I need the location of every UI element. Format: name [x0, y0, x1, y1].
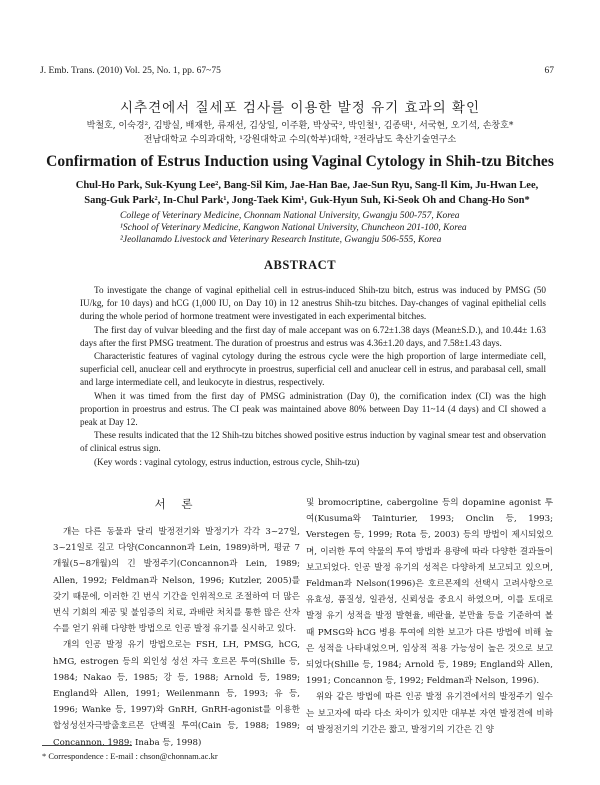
section-heading-introduction: 서 론 [154, 497, 199, 511]
body-paragraph: 위와 같은 방법에 따른 인공 발정 유기견에서의 발정주기 일수는 보고자에 따라 다소 차이가 있지만 대부분 자연 발정견에 비하여 발정전기의 기간은 짧고, 발정기의 기간은 긴 양 [306, 692, 553, 735]
english-title: Confirmation of Estrus Induction using Vaginal Cytology in Shih-tzu Bitches [46, 153, 554, 170]
english-authors-line-1: Chul-Ho Park, Suk-Kyung Lee², Bang-Sil Kim, Jae-Han Bae, Jae-Sun Ryu, Sang-Il Kim, Ju-Hwan Lee, [75, 180, 539, 191]
body-paragraph: 개의 인공 발정 유기 방법으로는 FSH, LH, PMSG, hCG, hMG, estrogen 등의 외인성 성선 자극 호르몬 투여(Shille 등, 1984; Nakao 등, 1985; 강 등, 1988; Arnold 등, 1989; England와 Allen, 1991; Weilenmann 등, 1993; 유 등, 1996; Wanke 등, 1997)와 GnRH, GnRH-agonist를 이용한 합성성선자극방출호르몬 단백질 투여(Cain 등, 1988; 1989; Concannon, 1989; Inaba 등, 1998) [53, 640, 300, 748]
body-column-left [53, 496, 300, 751]
english-authors-line-2: Sang-Guk Park², In-Chul Park¹, Jong-Taek Kim¹, Guk-Hyun Suh, Ki-Seok Oh and Chang-Ho Son* [84, 195, 530, 206]
affiliation-3: ²Jeollanamdo Livestock and Veterinary Research Institute, Gwangju 506-555, Korea [120, 235, 442, 245]
body-paragraph: 개는 다른 동물과 달리 발정전기와 발정기가 각각 3~27일, 3~21일로 길고 다양(Concannon과 Lein, 1989)하며, 평균 7개월(5~8개월)의 긴 발정주기(Concannon과 Lein, 1989; Allen, 1992; Feldman과 Nelson, 1996; Kutzler, 2005)를 갖기 때문에, 이러한 긴 번식 기간을 인위적으로 조절하여 더 많은 번식 기회의 제공 및 불임증의 치료, 과배란 처치를 통한 많은 산자수를 얻기 위해 다양한 방법으로 인공 발정 유기를 실시하고 있다. [53, 527, 300, 635]
body-column-right [306, 495, 553, 738]
footnote-divider [42, 745, 132, 746]
correspondence-footnote: * Correspondence : E-mail : chson@chonnam.ac.kr [42, 751, 218, 761]
abstract-paragraph: Characteristic features of vaginal cytology during the estrous cycle were the high proportion of large intermediate cell, superficial cell, anuclear cell and erythrocyte in proestrus, superficial cell and anuclear cell in estrus, and parabasal cell, small and large intermediate cell, and leukocyte in diestrus, respectively. [80, 351, 546, 388]
keywords: (Key words : vaginal cytology, estrus induction, estrous cycle, Shih-tzu) [94, 456, 360, 467]
running-header [40, 66, 554, 76]
abstract-paragraph: These results indicated that the 12 Shih-tzu bitches showed positive estrus induction by vaginal smear test and observation of clinical estrus sign. [80, 430, 546, 454]
abstract-paragraph: When it was timed from the first day of PMSG administration (Day 0), the cornification index (CI) was the high proportion in proestrus and estrus. The CI peak was maintained above 80% between Day 11~14 (4 days) and CI showed a peak at Day 12. [80, 390, 546, 428]
affiliation-2: ¹School of Veterinary Medicine, Kangwon National University, Chuncheon 201-100, Korea [120, 223, 467, 233]
abstract-heading: ABSTRACT [263, 258, 337, 272]
abstract-paragraph: The first day of vulvar bleeding and the first day of male accepant was on 6.72±1.38 days (Mean±S.D.), and 10.44± 1.63 days after the first PMSG treatment. The duration of proestrus and estrus was 4.36±1.20 days, and 7.58±1.43 days. [80, 324, 546, 348]
journal-citation: J. Emb. Trans. (2010) Vol. 25, No. 1, pp. 67~75 [40, 66, 221, 76]
affiliation-1: College of Veterinary Medicine, Chonnam National University, Gwangju 500-757, Korea [120, 211, 460, 221]
english-authors [72, 178, 542, 208]
korean-authors: 박철호, 이숙경², 김방실, 배재한, 류재선, 김상일, 이주환, 박상국², 박인철¹, 김종택¹, 서국현, 오기석, 손창호* [86, 121, 514, 131]
body-paragraph: 및 bromocriptine, cabergoline 등의 dopamine agonist 투여(Kusuma와 Tainturier, 1993; Onclin 등, 1993; Verstegen 등, 1999; Rota 등, 2003) 등의 방법이 제시되었으며, 이러한 투여 약물의 투여 방법과 용량에 따라 다양한 결과들이 보고되었다. 인공 발정 유기의 성적은 다양하게 보고되고 있으며, Feldman과 Nelson(1996)은 호르몬제의 선택시 고려사항으로 유효성, 품질성, 일관성, 신뢰성을 중요시 하였으며, 이를 토대로 발정 유기 성적을 발정 발현율, 배란율, 분만율 등을 기준하여 볼 때 PMSG와 hCG 병용 투여에 의한 보고가 다른 방법에 비해 높은 성적을 나타내었으며, 임상적 적용 가능성이 높은 것으로 보고되었다(Shille 등, 1984; Arnold 등, 1989; England와 Allen, 1991; Concannon 등, 1992; Feldman과 Nelson, 1996). [306, 498, 553, 687]
korean-title: 시추견에서 질세포 검사를 이용한 발정 유기 효과의 확인 [120, 100, 480, 116]
korean-affiliations: 전남대학교 수의과대학, ¹강원대학교 수의(학부)대학, ²전라남도 축산기술연구소 [143, 135, 457, 145]
abstract-body [80, 284, 546, 469]
page-number: 67 [544, 66, 554, 76]
abstract-paragraph: To investigate the change of vaginal epithelial cell in estrus-induced Shih-tzu bitch, estrus was induced by PMSG (50 IU/kg, for 10 days) and hCG (1,000 IU, on Day 10) in 12 anestrus Shih-tzu bitches. Day-changes of vaginal epithelial cells during the whole period of hormone treatment were investigated in each experimental bitches. [80, 285, 546, 322]
english-affiliations [120, 210, 520, 246]
